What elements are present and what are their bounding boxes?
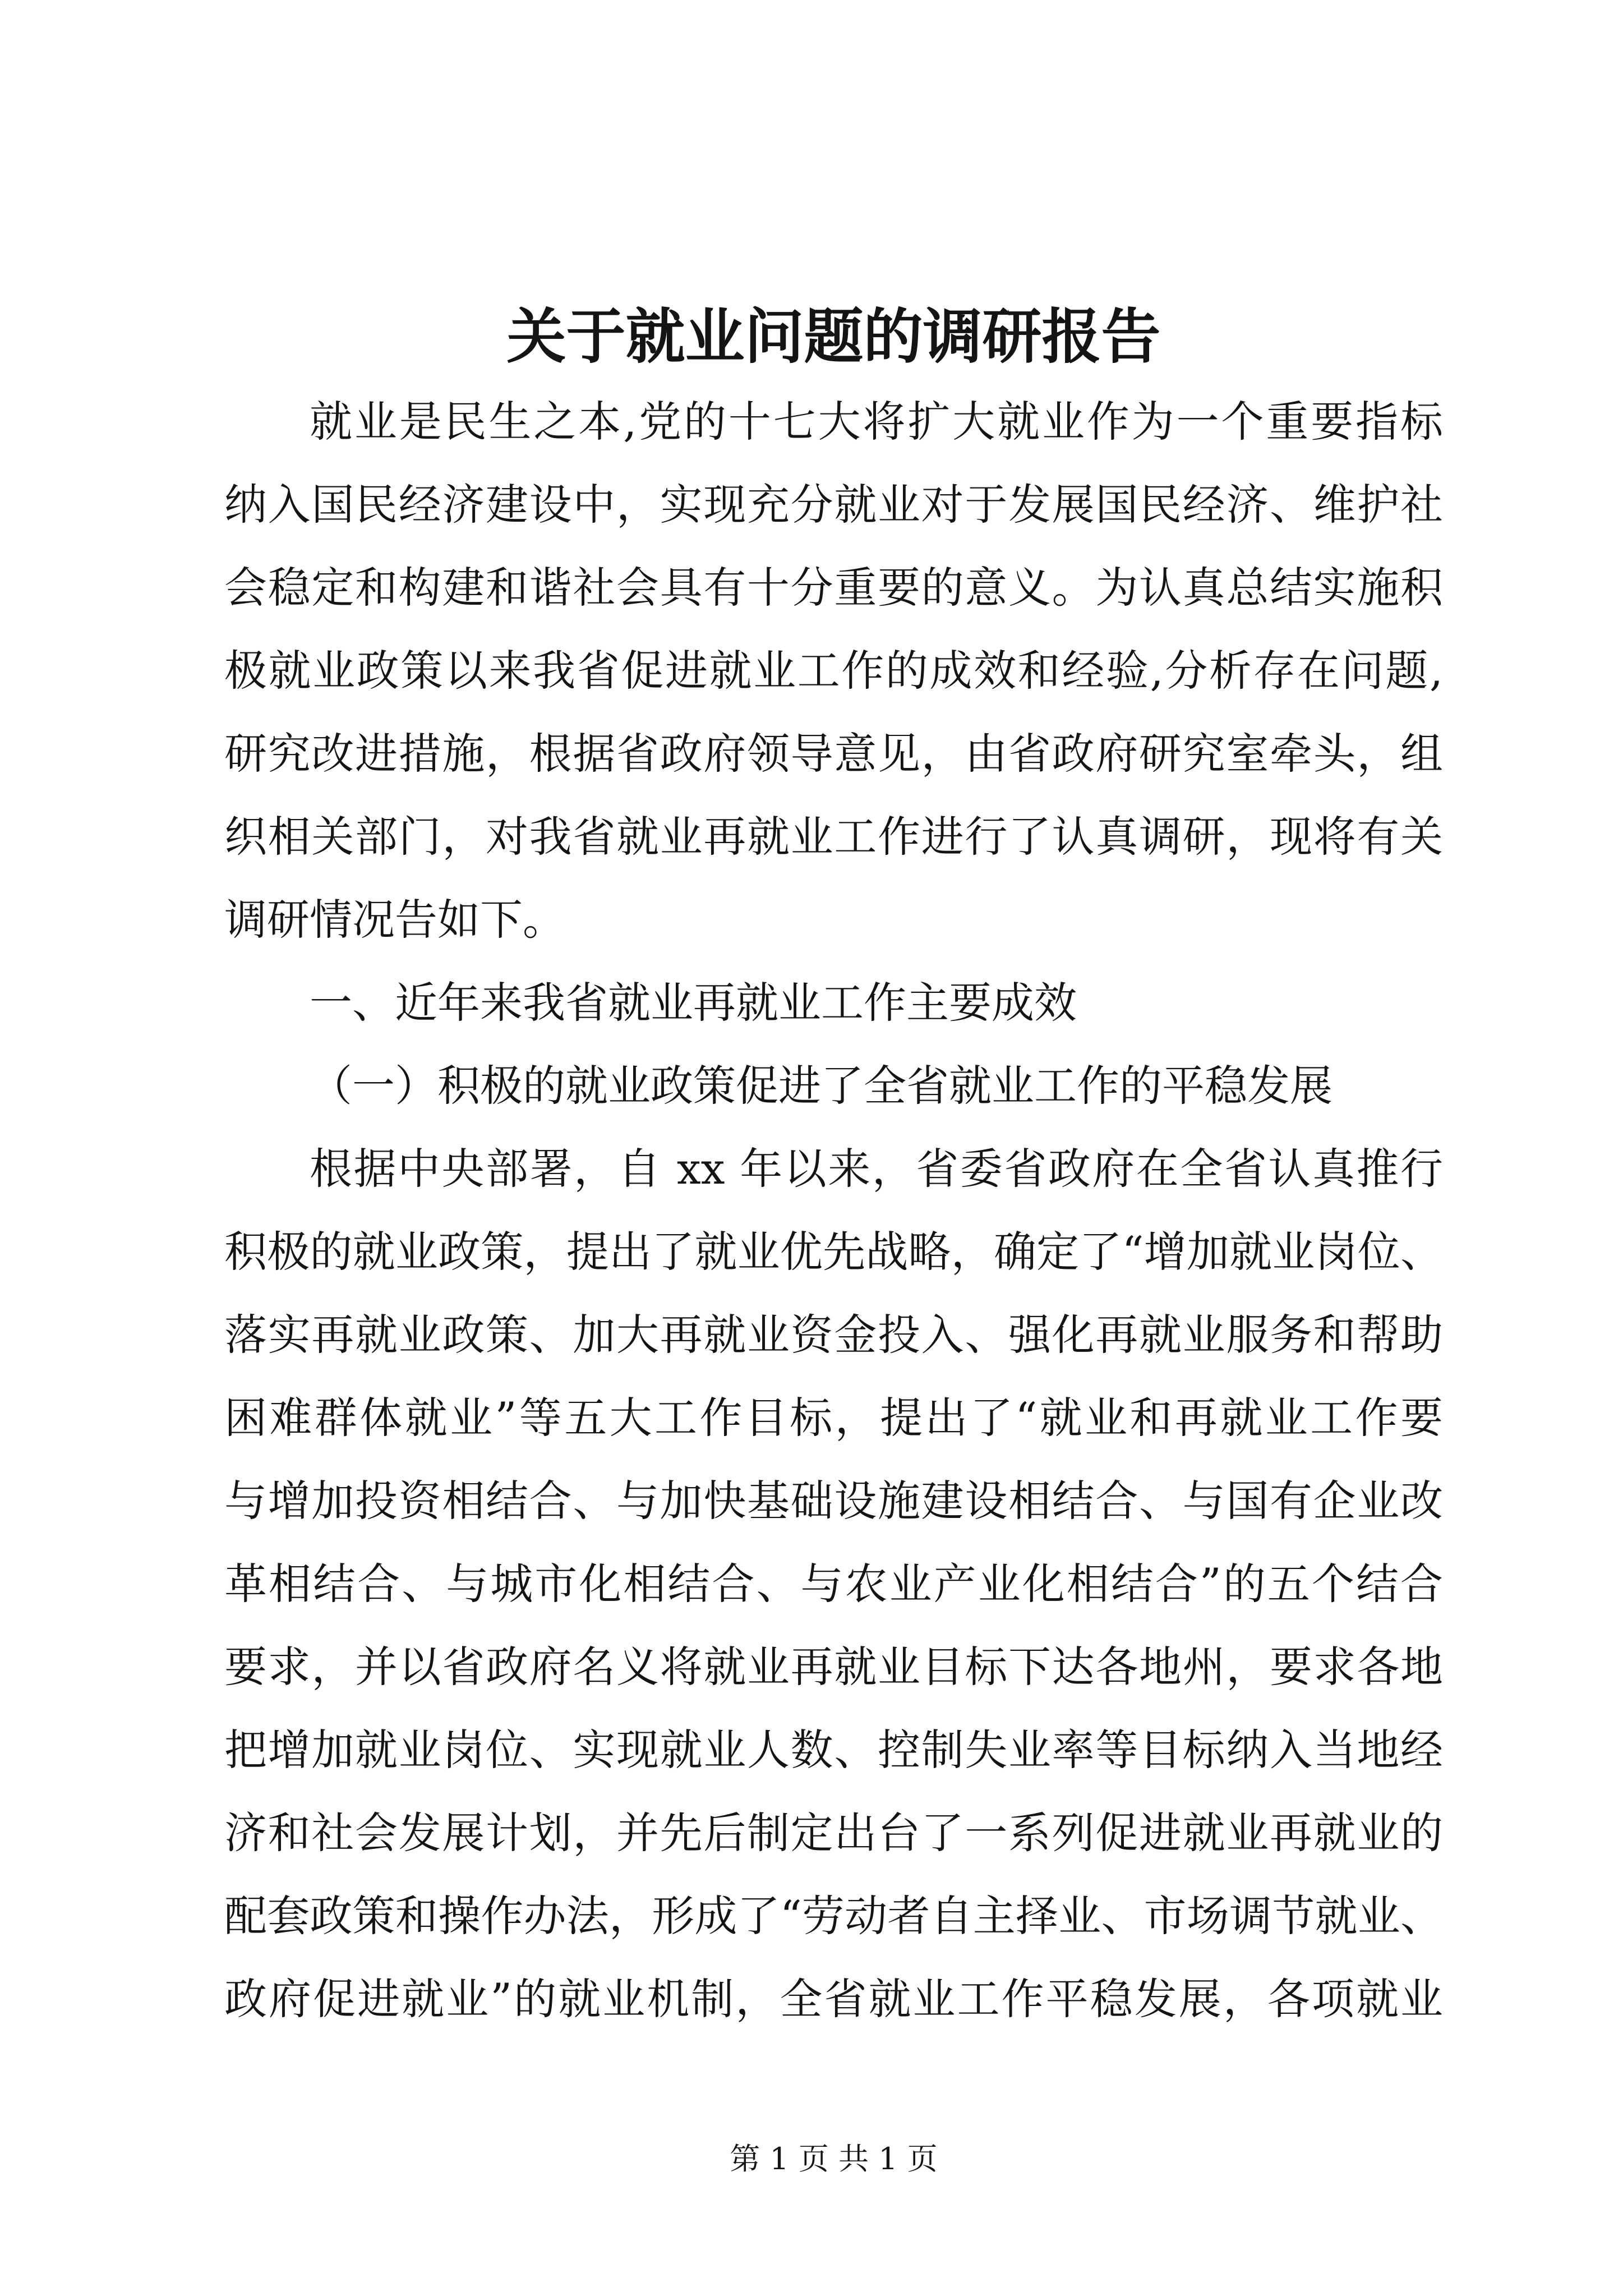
- intro-paragraph: [224, 380, 1443, 961]
- paragraph-line: 配套政策和操作办法，形成了“劳动者自主择业、市场调节就业、: [224, 1891, 1443, 1941]
- paragraph-line: 调研情况告如下。: [224, 895, 565, 945]
- section-paragraph: [224, 1128, 1443, 2041]
- paragraph-line: 困难群体就业”等五大工作目标，提出了“就业和再就业工作要: [224, 1393, 1443, 1443]
- document-body: [224, 380, 1443, 2041]
- section-heading: 一、近年来我省就业再就业工作主要成效: [310, 978, 1077, 1028]
- paragraph-line: 要求，并以省政府名义将就业再就业目标下达各地州，要求各地: [224, 1642, 1443, 1692]
- paragraph-line: 落实再就业政策、加大再就业资金投入、强化再就业服务和帮助: [224, 1310, 1443, 1360]
- paragraph-line: 极就业政策以来我省促进就业工作的成效和经验,分析存在问题,: [224, 646, 1443, 696]
- subsection-heading: （一）积极的就业政策促进了全省就业工作的平稳发展: [310, 1061, 1332, 1111]
- paragraph-line: 纳入国民经济建设中，实现充分就业对于发展国民经济、维护社: [224, 480, 1443, 530]
- paragraph-line: 研究改进措施，根据省政府领导意见，由省政府研究室牵头，组: [224, 729, 1443, 779]
- page-number-footer: 第 1 页 共 1 页: [730, 2141, 938, 2177]
- paragraph-line: 积极的就业政策，提出了就业优先战略，确定了“增加就业岗位、: [224, 1227, 1443, 1277]
- paragraph-line: 就业是民生之本,党的十七大将扩大就业作为一个重要指标: [310, 397, 1443, 447]
- paragraph-line: 根据中央部署，自 xx 年以来，省委省政府在全省认真推行: [310, 1144, 1443, 1194]
- paragraph-line: 把增加就业岗位、实现就业人数、控制失业率等目标纳入当地经: [224, 1725, 1443, 1775]
- paragraph-line: 革相结合、与城市化相结合、与农业产业化相结合”的五个结合: [224, 1559, 1443, 1609]
- paragraph-line: 织相关部门，对我省就业再就业工作进行了认真调研，现将有关: [224, 812, 1443, 862]
- paragraph-line: 政府促进就业”的就业机制，全省就业工作平稳发展，各项就业: [224, 1974, 1443, 2024]
- paragraph-line: 会稳定和构建和谐社会具有十分重要的意义。为认真总结实施积: [224, 563, 1443, 613]
- paragraph-line: 济和社会发展计划，并先后制定出台了一系列促进就业再就业的: [224, 1808, 1443, 1858]
- document-title: 关于就业问题的调研报告: [506, 301, 1161, 371]
- paragraph-line: 与增加投资相结合、与加快基础设施建设相结合、与国有企业改: [224, 1476, 1443, 1526]
